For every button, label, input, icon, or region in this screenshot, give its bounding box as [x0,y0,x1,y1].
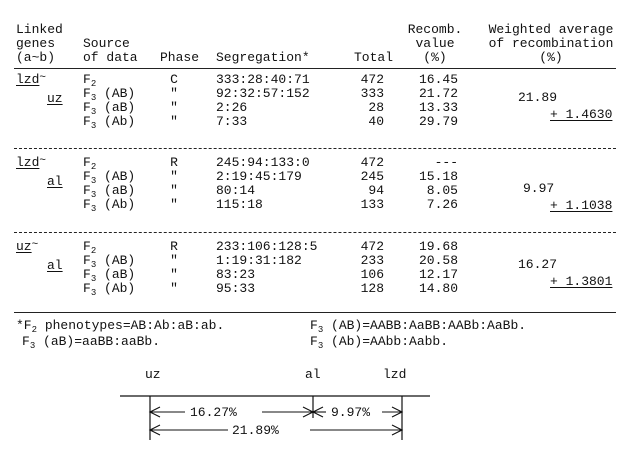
dist-uz-lzd-label: 21.89% [232,423,279,438]
footnote-f3-Ab: $F_3$ (Ab)=AAbb:Aabb. [310,334,449,351]
footnote-f3-AB: $F_3$ (AB)=AABB:AaBB:AABb:AaBb. [310,318,527,335]
header-linked-genes: Linked genes (a~b) [16,22,63,65]
group1-segregation: 333:28:40:71 92:32:57:152 2:26 7:33 [216,72,310,129]
dist-al-lzd-label: 9.97% [331,405,371,420]
group3-total: 472 233 106 128 [360,239,384,296]
group3-segregation: 233:106:128:5 1:19:31:182 83:23 95:33 [216,239,318,296]
footnote-f3-aB: $F_3$ (aB)=aaBB:aaBb. [22,334,161,351]
group2-segregation: 245:94:133:0 2:19:45:179 80:14 115:18 [216,155,310,212]
header-recomb: Recomb. value (%) [407,22,463,65]
group3-recomb: 19.68 20.58 12.17 14.80 [418,239,458,296]
group2-total: 472 245 94 133 [360,155,384,212]
header-source: Source of data [83,36,138,65]
group1-weighted-avg: 21.89 [518,90,558,105]
linkage-map [0,360,634,460]
header-total: Total [354,50,394,65]
group3-gene-b: al [47,258,63,273]
group-divider-2 [14,232,616,233]
dist-uz-al-label: 16.27% [190,405,237,420]
group-divider-1 [14,148,616,149]
header-rule [14,68,616,69]
group2-gene-b: al [47,174,63,189]
footnote-f2: $*F_2$ phenotypes=AB:Ab:aB:ab. [16,318,225,335]
group1-source: $F_2$ $F_3$ (AB) $F_3$ (aB) $F_3$ (Ab) [83,72,136,131]
group1-total: 472 333 28 40 [360,72,384,129]
group1-gene-a: lzd~ [16,72,47,87]
group1-weighted-se: + 1.4630 [550,107,613,122]
locus-uz-label: uz [145,367,161,382]
footer-rule [14,312,616,313]
group2-weighted-se: + 1.1038 [550,198,613,213]
group3-phase: R " " " [170,239,178,296]
group3-gene-a: uz~ [16,239,39,254]
group1-phase: C " " " [170,72,178,129]
group3-weighted-se: + 1.3801 [550,274,613,289]
locus-lzd-label: lzd [383,367,407,382]
group2-recomb: --- 15.18 8.05 7.26 [418,155,458,212]
header-segregation: Segregation* [216,50,310,65]
header-phase: Phase [160,50,200,65]
group1-recomb: 16.45 21.72 13.33 29.79 [418,72,458,129]
header-weighted: Weighted average of recombination (%) [488,22,614,65]
group2-weighted-avg: 9.97 [523,181,555,196]
group2-source: $F_2$ $F_3$ (AB) $F_3$ (aB) $F_3$ (Ab) [83,155,136,214]
group2-gene-a: lzd~ [16,155,47,170]
group3-source: $F_2$ $F_3$ (AB) $F_3$ (aB) $F_3$ (Ab) [83,239,136,298]
group1-gene-b: uz [47,91,63,106]
group2-phase: R " " " [170,155,178,212]
locus-al-label: al [305,367,321,382]
group3-weighted-avg: 16.27 [518,257,558,272]
